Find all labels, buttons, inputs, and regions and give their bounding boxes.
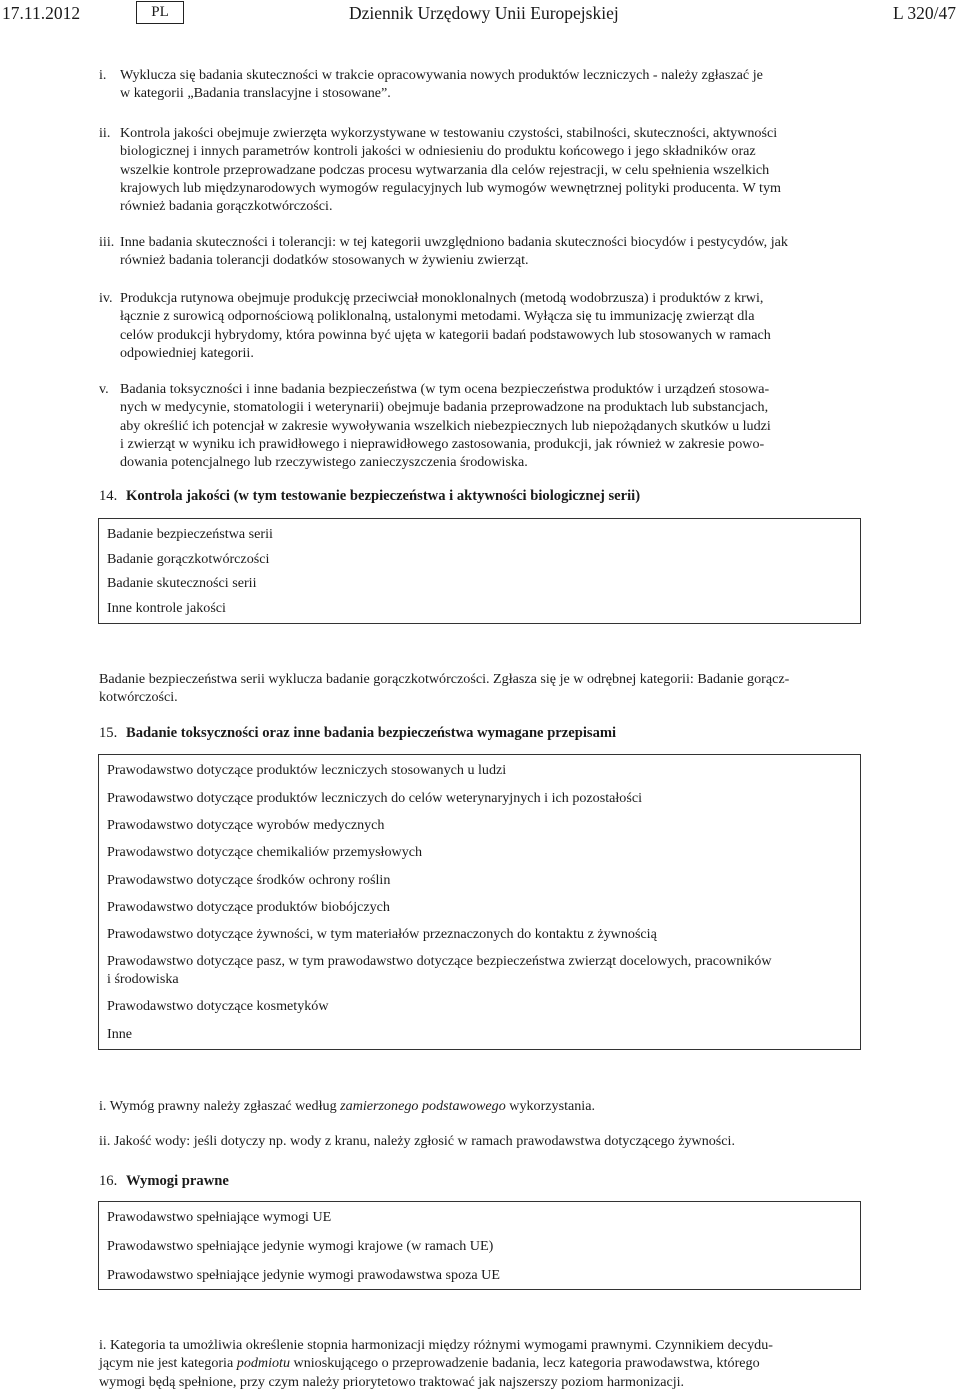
checklist-row: Badanie gorączkotwórczości [107,551,270,567]
note-text: wnioskującego o przeprowadzenie badania, lecz kategoria prawodawstwa, którego [290,1355,760,1372]
note-emphasis: zamierzonego podstawowego [340,1098,506,1114]
section-16-heading [99,1173,862,1190]
item-text-line: wszelkie kontrole przeprowadzane podczas procesu wytwarzania dla celów rejestracji, w celu spełnienia wszelkich [120,161,770,178]
item-number: ii. [99,125,111,141]
item-text-line: łącznie z surowicą odpornościową poliklonalną, ustalonymi metodami. Wyłącza się tu immunizację zwierząt dla [120,308,755,325]
item-text-line: celów produkcji hybrydomy, która powinna być ujęta w kategorii badań podstawowych lub stosowanych w ramach [120,326,771,343]
note-line: Badanie bezpieczeństwa serii wyklucza badanie gorączkotwórczości. Zgłasza się je w odrębnej kategorii: Badanie gorącz- [99,671,790,687]
checklist-row: Prawodawstwo dotyczące produktów leczniczych stosowanych u ludzi [107,762,507,778]
checklist-row: Prawodawstwo dotyczące chemikaliów przemysłowych [107,844,423,860]
checklist-row: Prawodawstwo dotyczące pasz, w tym prawodawstwo dotyczące bezpieczeństwa zwierząt docelowych, pracowników [107,953,772,969]
section-number: 14. [99,488,118,504]
checklist-row: Prawodawstwo spełniające jedynie wymogi prawodawstwa spoza UE [107,1267,500,1283]
journal-title: Dziennik Urzędowy Unii Europejskiej [349,3,619,23]
list-item-iii [99,233,862,270]
note-emphasis: podmiotu [236,1355,291,1372]
checklist-row: Prawodawstwo dotyczące produktów biobójczych [107,899,390,915]
list-item-iv [99,289,862,362]
checklist-row-continuation: i środowiska [107,971,179,987]
item-text-line: Badania toksyczności i inne badania bezpieczeństwa (w tym ocena bezpieczeństwa produktów i urządzeń stosowa- [120,381,770,397]
section-14-heading [99,488,862,505]
language-badge: PL [136,1,184,24]
checklist-row: Prawodawstwo dotyczące żywności, w tym materiałów przeznaczonych do kontaktu z żywnością [107,926,657,942]
publication-date: 17.11.2012 [2,3,81,23]
item-number: i. [99,67,107,83]
item-number: v. [99,381,109,397]
list-item-ii [99,124,862,215]
section-15-box [98,754,861,1050]
checklist-row: Prawodawstwo spełniające jedynie wymogi krajowe (w ramach UE) [107,1238,494,1254]
item-number: iii. [99,234,115,250]
section-15-note-i [99,1097,862,1115]
item-text-line: nych w medycynie, stomatologii i weterynarii) obejmuje badania przeprowadzone na produktach lub substancjach, [120,399,769,416]
item-text-line: Inne badania skuteczności i tolerancji: w tej kategorii uwzględniono badania skuteczności biocydów i pestycydów, jak [120,234,788,250]
note-line: wymogi będą spełnione, przy czym należy priorytetowo traktować jak najszerszy poziom harmonizacji. [99,1373,685,1390]
item-text-line: Produkcja rutynowa obejmuje produkcję przeciwciał monoklonalnych (metodą wodobrzusza) i produktów z krwi, [120,290,764,306]
checklist-row: Prawodawstwo dotyczące kosmetyków [107,998,329,1014]
item-text-line: biologicznej i innych parametrów kontroli jakości w odniesieniu do produktu końcowego i jego składników oraz [120,143,756,160]
checklist-row: Prawodawstwo dotyczące środków ochrony roślin [107,872,391,888]
item-text-line: w kategorii „Badania translacyjne i stosowane”. [120,85,391,102]
item-text-line: również badania gorączkotwórczości. [120,198,333,215]
item-text-line: krajowych lub międzynarodowych wymogów regulacyjnych lub wymogów wewnętrznej polityki producenta. W tym [120,179,781,196]
section-number: 15. [99,725,118,741]
item-text-line: i zwierząt w wyniku ich prawidłowego i nieprawidłowego zastosowania, produkcji, jak również w zakresie powo- [120,435,765,452]
checklist-row: Inne [107,1026,133,1042]
note-line: kotwórczości. [99,689,178,706]
section-14-box [98,518,861,624]
note-text: i. Wymóg prawny należy zgłaszać według [99,1098,341,1114]
section-title: Wymogi prawne [126,1173,229,1189]
section-14-note [99,670,862,707]
section-15-note-ii: ii. Jakość wody: jeśli dotyczy np. wody z kranu, należy zgłosić w ramach prawodawstwa dotyczącego żywności. [99,1133,735,1149]
list-item-i [99,66,862,103]
item-text-line: dowania potencjalnego lub rzeczywistego zanieczyszczenia środowiska. [120,454,528,471]
checklist-row: Badanie skuteczności serii [107,575,257,591]
section-number: 16. [99,1173,118,1189]
checklist-row: Prawodawstwo dotyczące wyrobów medycznych [107,817,385,833]
checklist-row: Prawodawstwo spełniające wymogi UE [107,1209,332,1225]
note-text: wykorzystania. [505,1098,596,1114]
item-number: iv. [99,290,113,306]
section-16-box [98,1201,861,1290]
section-15-heading [99,725,862,742]
item-text-line: Wyklucza się badania skuteczności w trakcie opracowywania nowych produktów leczniczych - należy zgłaszać je [120,67,763,83]
checklist-row: Badanie bezpieczeństwa serii [107,526,273,542]
item-text-line: odpowiedniej kategorii. [120,344,254,361]
section-16-note [99,1336,862,1391]
section-title: Badanie toksyczności oraz inne badania bezpieczeństwa wymagane przepisami [126,725,617,741]
list-item-v [99,380,862,471]
checklist-row: Prawodawstwo dotyczące produktów leczniczych do celów weterynaryjnych i ich pozostałości [107,790,642,806]
section-title: Kontrola jakości (w tym testowanie bezpieczeństwa i aktywności biologicznej serii) [126,488,641,504]
page-header [0,0,960,30]
item-text-line: również badania tolerancji dodatków stosowanych w żywieniu zwierząt. [120,252,529,269]
page-reference: L 320/47 [892,3,956,23]
note-line [99,1354,862,1372]
item-text-line: Kontrola jakości obejmuje zwierzęta wykorzystywane w testowaniu czystości, stabilności, skuteczności, aktywności [120,125,778,141]
note-line: i. Kategoria ta umożliwia określenie stopnia harmonizacji między różnymi wymogami prawnymi. Czynnikiem decydu- [99,1337,773,1353]
item-text-line: aby określić ich potencjał w zakresie wywoływania wszelkich niebezpiecznych lub niepożądanych skutków u ludzi [120,417,771,434]
checklist-row: Inne kontrole jakości [107,600,226,616]
note-text: jącym nie jest kategoria [99,1355,237,1372]
